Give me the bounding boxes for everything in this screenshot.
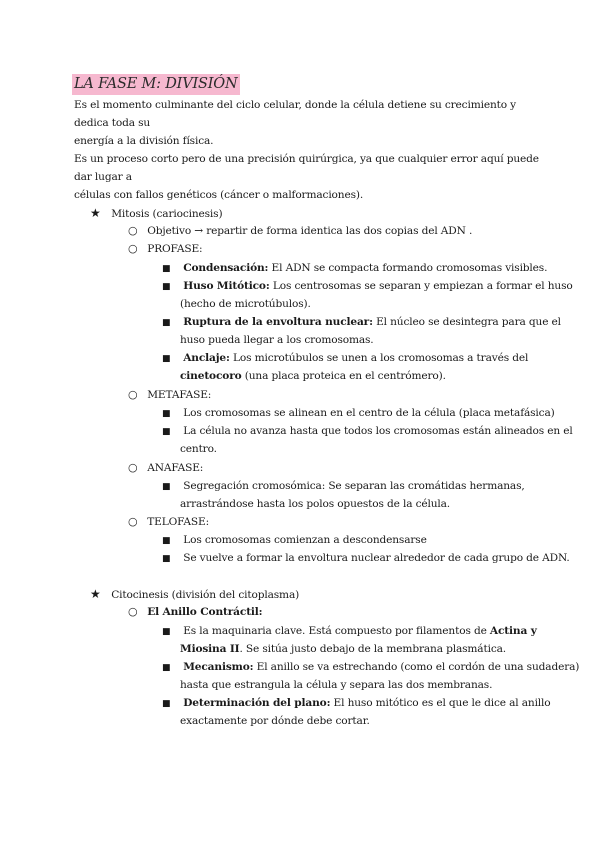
list-item-mitosis [90,204,222,223]
square-bullet-icon: ■ [162,318,171,328]
intro-p2-line1: Es un proceso corto pero de una precisión quirúrgica, ya que cualquier error aquí puede dar lugar a [74,153,539,183]
list-item-metafase [128,386,211,404]
intro-paragraph-1 [74,96,544,150]
cinetocoro-term: cinetocoro [180,370,242,382]
list-item-telofase-1 [162,531,427,550]
list-item-telofase [128,513,209,531]
list-item-metafase-1 [162,404,555,423]
metafase-continuation: centro. [180,443,217,455]
miosina-text: . Se sitúa justo debajo de la membrana plasmática. [239,643,506,655]
circle-bullet-icon: ○ [128,461,138,474]
maquinaria-continuation [180,640,506,658]
list-item-determinacion [162,694,551,713]
list-item-maquinaria [162,622,537,641]
metafase-item-2: La célula no avanza hasta que todos los cromosomas están alineados en el [183,425,573,437]
circle-bullet-icon: ○ [128,388,138,401]
page-title: LA FASE M: DIVISIÓN [72,74,240,95]
list-item-condensacion [162,259,547,278]
square-bullet-icon: ■ [162,663,171,673]
mecanismo-term: Mecanismo: [183,661,254,673]
cinetocoro-text: (una placa proteica en el centrómero). [241,370,446,382]
square-bullet-icon: ■ [162,427,171,437]
metafase-label: METAFASE: [147,389,212,401]
huso-text: Los centrosomas se separan y empiezan a formar el huso [269,280,573,292]
intro-p1-line1: Es el momento culminante del ciclo celular, donde la célula detiene su crecimiento y dedica toda su [74,99,517,129]
objetivo-text: Objetivo → repartir de forma identica las dos copias del ADN . [147,225,473,237]
square-bullet-icon: ■ [162,482,171,492]
anclaje-text: Los microtúbulos se unen a los cromosomas a través del [229,352,529,364]
determinacion-term: Determinación del plano: [183,697,331,709]
list-item-telofase-2 [162,549,570,568]
star-bullet-icon: ★ [90,587,101,601]
circle-bullet-icon: ○ [128,224,138,237]
square-bullet-icon: ■ [162,627,171,637]
circle-bullet-icon: ○ [128,515,138,528]
square-bullet-icon: ■ [162,282,171,292]
profase-label: PROFASE: [147,243,203,255]
anafase-continuation: arrastrándose hasta los polos opuestos de la célula. [180,498,451,510]
list-item-mecanismo [162,658,579,677]
huso-continuation: (hecho de microtúbulos). [180,298,311,310]
huso-term: Huso Mitótico: [183,280,270,292]
condensacion-text: El ADN se compacta formando cromosomas visibles. [268,262,548,274]
determinacion-continuation: exactamente por dónde debe cortar. [180,715,370,727]
anclaje-term: Anclaje: [183,352,230,364]
intro-p1-line2: energía a la división física. [74,135,214,147]
telofase-item-2: Se vuelve a formar la envoltura nuclear alrededor de cada grupo de ADN. [183,552,570,564]
miosina-term: Miosina II [180,643,240,655]
star-bullet-icon: ★ [90,206,101,220]
determinacion-text: El huso mitótico es el que le dice al anillo [330,697,551,709]
telofase-label: TELOFASE: [147,516,210,528]
mecanismo-text: El anillo se va estrechando (como el cordón de una sudadera) [253,661,580,673]
list-item-anafase-1 [162,477,525,496]
anafase-label: ANAFASE: [147,462,204,474]
ruptura-text: El núcleo se desintegra para que el [372,316,561,328]
list-item-profase [128,240,202,258]
actina-term: Actina y [489,625,537,637]
list-item-metafase-2 [162,422,573,441]
anillo-label: El Anillo Contráctil: [147,606,263,618]
list-item-anillo [128,603,262,621]
telofase-item-1: Los cromosomas comienzan a descondensarse [183,534,427,546]
list-item-anafase [128,459,203,477]
citocinesis-heading: Citocinesis (división del citoplasma) [111,589,300,601]
condensacion-term: Condensación: [183,262,269,274]
intro-p2-line2: células con fallos genéticos (cáncer o malformaciones). [74,189,364,201]
list-item-ruptura [162,313,561,332]
metafase-item-1: Los cromosomas se alinean en el centro de la célula (placa metafásica) [183,407,555,419]
square-bullet-icon: ■ [162,536,171,546]
square-bullet-icon: ■ [162,699,171,709]
square-bullet-icon: ■ [162,554,171,564]
list-item-citocinesis [90,585,299,604]
anafase-item-1: Segregación cromosómica: Se separan las cromátidas hermanas, [183,480,525,492]
circle-bullet-icon: ○ [128,242,138,255]
list-item-anclaje [162,349,528,368]
maquinaria-text: Es la maquinaria clave. Está compuesto por filamentos de [183,625,490,637]
mecanismo-continuation: hasta que estrangula la célula y separa las dos membranas. [180,679,493,691]
ruptura-continuation: huso pueda llegar a los cromosomas. [180,334,374,346]
ruptura-term: Ruptura de la envoltura nuclear: [183,316,373,328]
mitosis-heading: Mitosis (cariocinesis) [111,208,223,220]
square-bullet-icon: ■ [162,409,171,419]
list-item-huso [162,277,573,296]
circle-bullet-icon: ○ [128,605,138,618]
anclaje-continuation [180,367,446,385]
square-bullet-icon: ■ [162,354,171,364]
square-bullet-icon: ■ [162,264,171,274]
list-item-objetivo [128,222,472,240]
intro-paragraph-2 [74,150,544,204]
